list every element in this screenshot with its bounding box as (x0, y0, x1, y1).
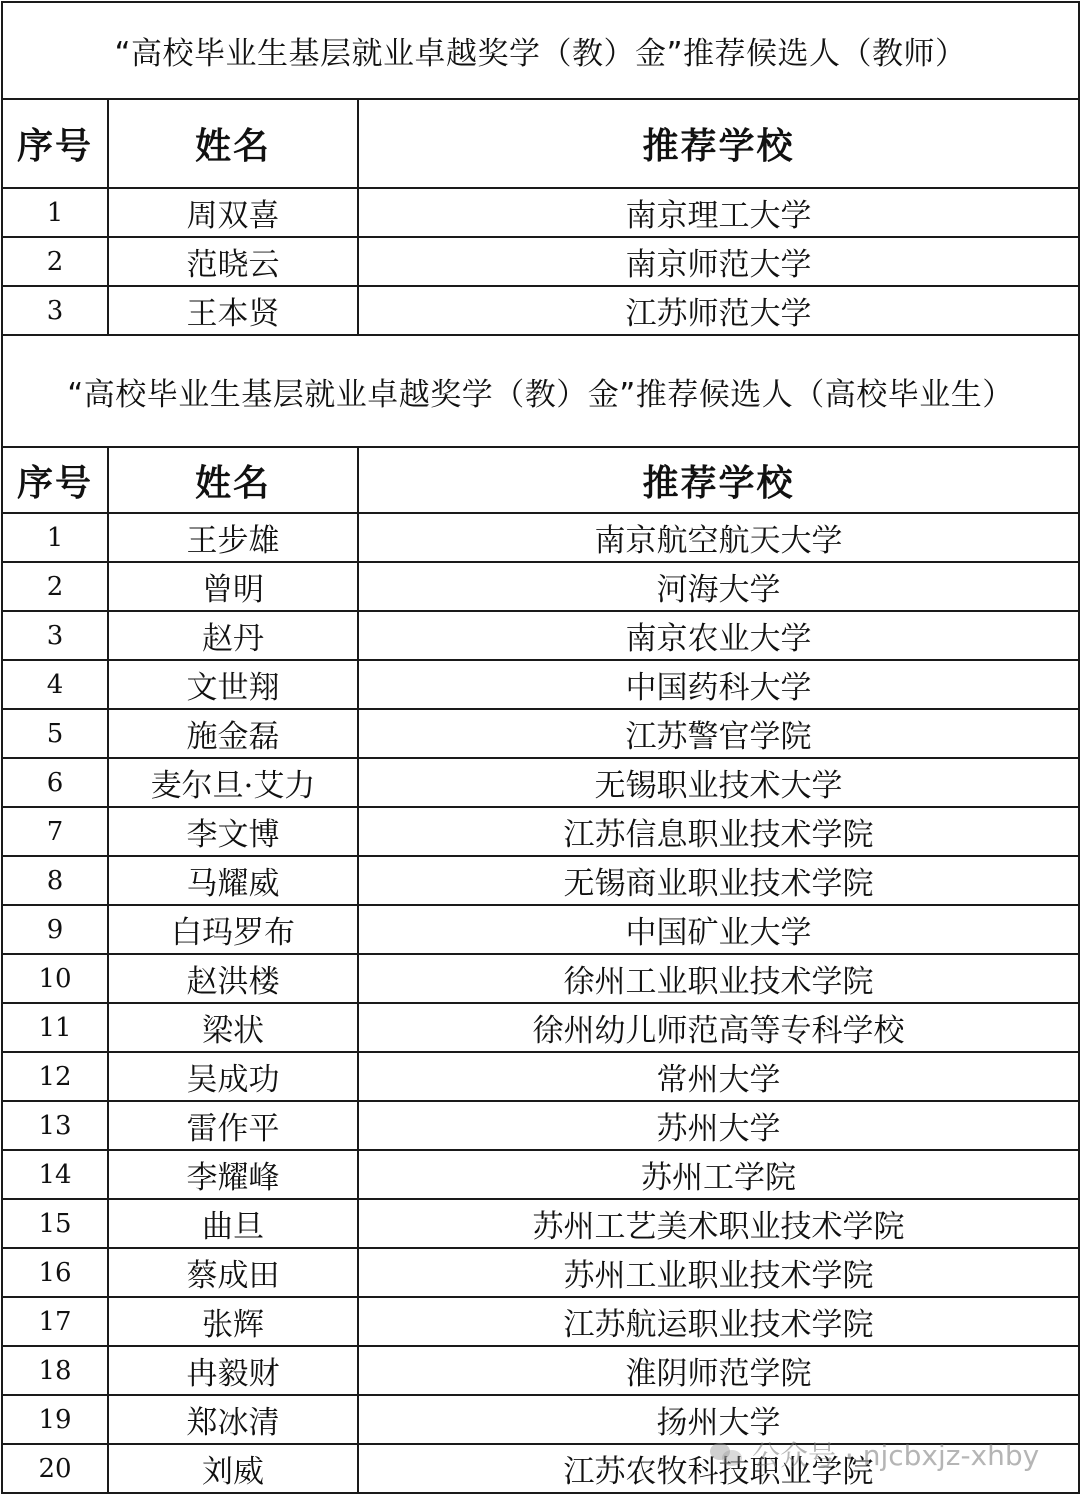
table-row (2, 1248, 1079, 1297)
row-name: 范晓云 (108, 237, 358, 286)
row-num: 7 (2, 807, 108, 856)
section1-title-row (2, 2, 1079, 99)
row-num: 13 (2, 1101, 108, 1150)
table-row (2, 709, 1079, 758)
row-num: 2 (2, 237, 108, 286)
row-school: 河海大学 (358, 562, 1079, 611)
row-school: 徐州幼儿师范高等专科学校 (358, 1003, 1079, 1052)
row-num: 1 (2, 513, 108, 562)
row-school: 江苏信息职业技术学院 (358, 807, 1079, 856)
table-row (2, 286, 1079, 335)
table-row (2, 1444, 1079, 1493)
row-school: 苏州工学院 (358, 1150, 1079, 1199)
row-school: 南京农业大学 (358, 611, 1079, 660)
row-num: 12 (2, 1052, 108, 1101)
table-row (2, 188, 1079, 237)
row-num: 6 (2, 758, 108, 807)
row-name: 文世翔 (108, 660, 358, 709)
section1-title: “高校毕业生基层就业卓越奖学（教）金”推荐候选人（教师） (2, 2, 1079, 99)
table-body (2, 2, 1079, 1493)
table-row (2, 611, 1079, 660)
table-row (2, 1199, 1079, 1248)
row-name: 蔡成田 (108, 1248, 358, 1297)
row-name: 李耀峰 (108, 1150, 358, 1199)
row-school: 苏州工业职业技术学院 (358, 1248, 1079, 1297)
row-name: 吴成功 (108, 1052, 358, 1101)
table-row (2, 237, 1079, 286)
row-num: 9 (2, 905, 108, 954)
table-row (2, 1052, 1079, 1101)
table-row (2, 1297, 1079, 1346)
row-name: 李文博 (108, 807, 358, 856)
row-name: 雷作平 (108, 1101, 358, 1150)
row-num: 3 (2, 286, 108, 335)
row-name: 赵丹 (108, 611, 358, 660)
table-row (2, 1150, 1079, 1199)
row-school: 中国药科大学 (358, 660, 1079, 709)
section2-title: “高校毕业生基层就业卓越奖学（教）金”推荐候选人（高校毕业生） (2, 335, 1079, 447)
row-school: 常州大学 (358, 1052, 1079, 1101)
row-name: 周双喜 (108, 188, 358, 237)
row-name: 马耀威 (108, 856, 358, 905)
row-num: 1 (2, 188, 108, 237)
candidates-table (1, 1, 1080, 1494)
row-school: 无锡商业职业技术学院 (358, 856, 1079, 905)
row-name: 王步雄 (108, 513, 358, 562)
row-school: 无锡职业技术大学 (358, 758, 1079, 807)
section2-title-row (2, 335, 1079, 447)
row-name: 施金磊 (108, 709, 358, 758)
header-num: 序号 (2, 99, 108, 188)
row-name: 冉毅财 (108, 1346, 358, 1395)
section2-header-row (2, 447, 1079, 513)
row-school: 江苏警官学院 (358, 709, 1079, 758)
table-row (2, 905, 1079, 954)
row-num: 18 (2, 1346, 108, 1395)
table-row (2, 758, 1079, 807)
row-school: 苏州大学 (358, 1101, 1079, 1150)
row-name: 张辉 (108, 1297, 358, 1346)
row-school: 南京航空航天大学 (358, 513, 1079, 562)
row-school: 中国矿业大学 (358, 905, 1079, 954)
row-school: 徐州工业职业技术学院 (358, 954, 1079, 1003)
row-school: 江苏师范大学 (358, 286, 1079, 335)
header-school: 推荐学校 (358, 447, 1079, 513)
table-row (2, 1003, 1079, 1052)
row-name: 白玛罗布 (108, 905, 358, 954)
header-num: 序号 (2, 447, 108, 513)
watermark-text: 公众号 · njcbxjz-xhby (752, 1439, 1040, 1472)
row-name: 王本贤 (108, 286, 358, 335)
section1-header-row (2, 99, 1079, 188)
header-school: 推荐学校 (358, 99, 1079, 188)
row-num: 20 (2, 1444, 108, 1493)
table-row (2, 1395, 1079, 1444)
row-school: 扬州大学 (358, 1395, 1079, 1444)
row-name: 曾明 (108, 562, 358, 611)
table-row (2, 660, 1079, 709)
table-row (2, 856, 1079, 905)
row-school: 江苏航运职业技术学院 (358, 1297, 1079, 1346)
row-num: 19 (2, 1395, 108, 1444)
row-num: 5 (2, 709, 108, 758)
row-num: 3 (2, 611, 108, 660)
row-name: 麦尔旦·艾力 (108, 758, 358, 807)
row-name: 曲旦 (108, 1199, 358, 1248)
row-num: 8 (2, 856, 108, 905)
row-name: 梁状 (108, 1003, 358, 1052)
header-name: 姓名 (108, 99, 358, 188)
table-row (2, 954, 1079, 1003)
row-num: 10 (2, 954, 108, 1003)
table-row (2, 1346, 1079, 1395)
row-school: 江苏农牧科技职业学院 (358, 1444, 1079, 1493)
row-num: 2 (2, 562, 108, 611)
row-num: 16 (2, 1248, 108, 1297)
row-name: 郑冰清 (108, 1395, 358, 1444)
row-school: 南京理工大学 (358, 188, 1079, 237)
row-name: 刘威 (108, 1444, 358, 1493)
row-school: 苏州工艺美术职业技术学院 (358, 1199, 1079, 1248)
row-num: 11 (2, 1003, 108, 1052)
row-num: 15 (2, 1199, 108, 1248)
row-num: 14 (2, 1150, 108, 1199)
header-name: 姓名 (108, 447, 358, 513)
row-name: 赵洪楼 (108, 954, 358, 1003)
row-school: 南京师范大学 (358, 237, 1079, 286)
table-row (2, 807, 1079, 856)
row-num: 4 (2, 660, 108, 709)
table-row (2, 562, 1079, 611)
table-row (2, 513, 1079, 562)
table-row (2, 1101, 1079, 1150)
row-num: 17 (2, 1297, 108, 1346)
row-school: 淮阴师范学院 (358, 1346, 1079, 1395)
